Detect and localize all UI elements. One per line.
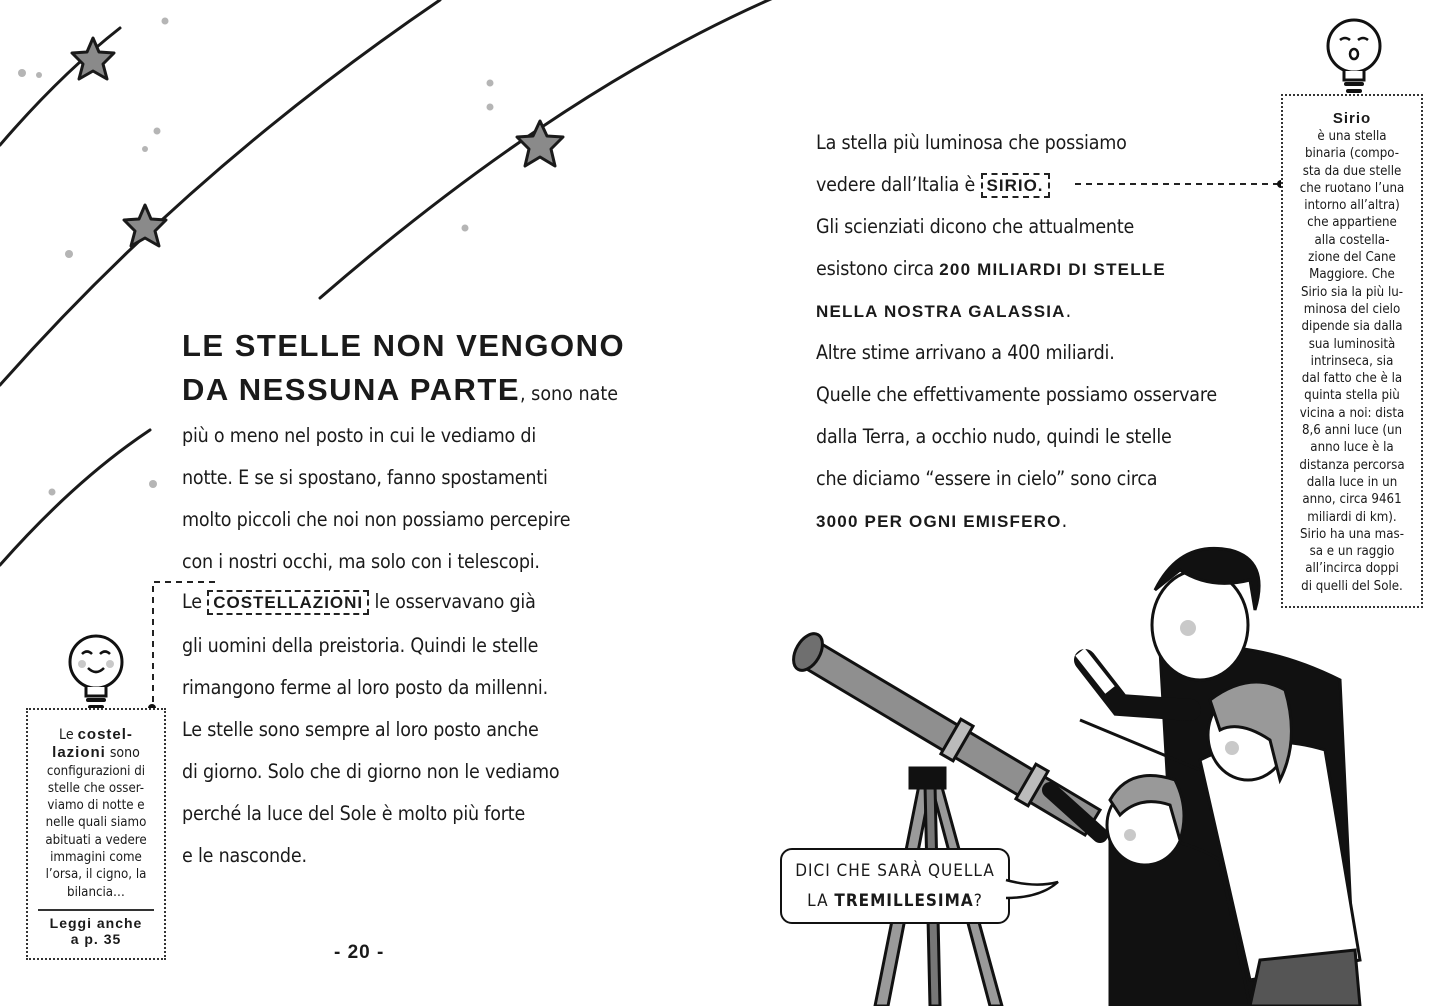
body-line: gli uomini della preistoria. Quindi le stelle <box>182 634 539 657</box>
lightbulb-icon <box>1322 16 1386 104</box>
sidebox-title: Sirio <box>1332 110 1372 127</box>
body-line: di giorno. Solo che di giorno non le vediamo <box>182 760 560 783</box>
body-line: Le stelle sono sempre al loro posto anche <box>182 718 539 741</box>
costellazioni-sidebox: Le costel- lazioni sono configurazioni di stelle che osser- viamo di notte e nelle quali siamo abituati a vedere immagini come l’orsa, il cigno, la bilancia… Leggi anche a p. 35 <box>26 708 166 960</box>
sirio-tag[interactable]: SIRIO. <box>981 173 1050 198</box>
section-heading-line2: DA NESSUNA PARTE, sono nate <box>182 372 619 407</box>
body-line: più o meno nel posto in cui le vediamo di <box>182 424 537 447</box>
body-line-sirio: vedere dall’Italia è SIRIO. <box>816 173 1050 196</box>
body-line: Gli scienziati dicono che attualmente <box>816 215 1135 238</box>
body-line: 3000 PER OGNI EMISFERO. <box>816 509 1067 532</box>
body-line: Quelle che effettivamente possiamo osservare <box>816 383 1218 406</box>
see-also-link[interactable]: Leggi anche <box>49 914 143 931</box>
page-number: - 20 - <box>334 942 385 963</box>
body-line: molto piccoli che noi non possiamo percepire <box>182 508 571 531</box>
sirio-sidebox: Sirio è una stella binaria (compo- sta da due stelle che ruotano l’una intorno all’altra) che appartiene alla costella- zione del Cane Maggiore. Che Sirio sia la più lu- minosa del cielo dipende sia dalla sua luminosità intrinseca, sia dal fatto che è la quinta stella più vicina a noi: dista 8,6 anni luce (un anno luce è la distanza percorsa dalla luce in un anno, circa 9461 miliardi di km). Sirio ha una mas- sa e un raggio all’incirca doppi di quelli del Sole. <box>1281 94 1423 608</box>
section-heading-line1: LE STELLE NON VENGONO <box>182 328 626 363</box>
body-line: perché la luce del Sole è molto più forte <box>182 802 526 825</box>
body-line-costellazioni: Le COSTELLAZIONI le osservavano già <box>182 590 536 613</box>
body-line: notte. E se si spostano, fanno spostamenti <box>182 466 548 489</box>
body-line: La stella più luminosa che possiamo <box>816 131 1127 154</box>
costellazioni-tag[interactable]: COSTELLAZIONI <box>207 590 369 615</box>
body-line: esistono circa 200 MILIARDI DI STELLE <box>816 257 1166 280</box>
telescope-people-illustration <box>780 540 1445 1006</box>
body-line: NELLA NOSTRA GALASSIA. <box>816 299 1072 322</box>
speech-bubble-tail <box>1000 860 1070 910</box>
body-line: rimangono ferme al loro posto da millenni. <box>182 676 548 699</box>
body-line: dalla Terra, a occhio nudo, quindi le stelle <box>816 425 1172 448</box>
body-line: e le nasconde. <box>182 844 307 867</box>
speech-bubble: DICI CHE SARÀ QUELLA LA TREMILLESIMA? <box>780 848 1010 924</box>
body-line: che diciamo “essere in cielo” sono circa <box>816 467 1158 490</box>
see-also-page[interactable]: a p. 35 <box>70 930 122 947</box>
body-line: Altre stime arrivano a 400 miliardi. <box>816 341 1115 364</box>
body-line: con i nostri occhi, ma solo con i telescopi. <box>182 550 540 573</box>
